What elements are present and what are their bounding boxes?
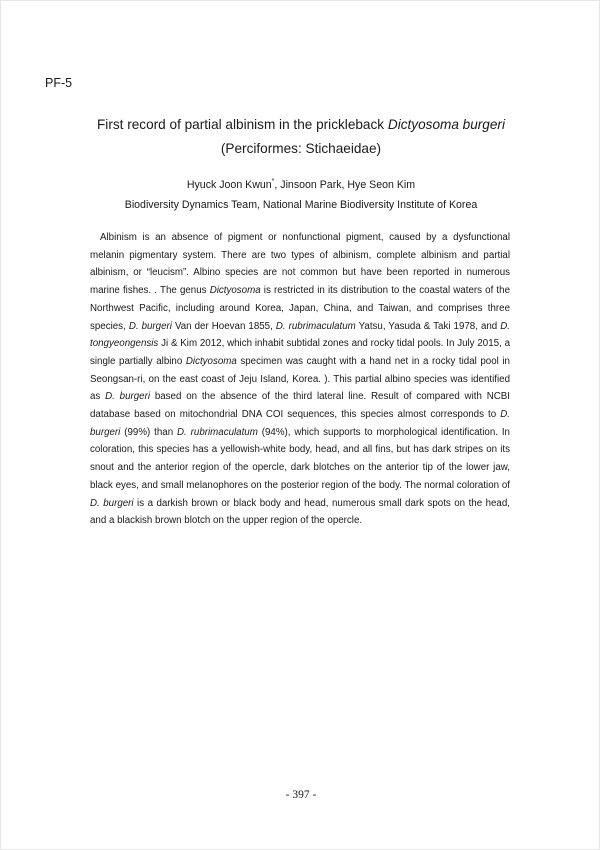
abstract-text: Van der Hoevan 1855, [171, 320, 276, 332]
species-name: D. burgeri [90, 409, 510, 438]
corresponding-mark: * [271, 178, 275, 185]
title-species: Dictyosoma burgeri [387, 117, 505, 132]
co-authors: , Jinsoon Park, Hye Seon Kim [274, 179, 416, 191]
species-name: D. burgeri [90, 497, 134, 509]
abstract-text: (99%) than [120, 426, 178, 438]
abstract-text: Albinism is an absence of pigment or nonfunctional pigment, caused by a dysfunctional melanin pigmentary system. There are two types of albinism, complete albinism and partial albinism, or “leucism”. Albino species are not common but have been reported in numerous marine fishes. . The genus [90, 232, 510, 297]
species-name: Dictyosoma [209, 285, 261, 297]
paper-title [61, 113, 541, 161]
session-code: PF-5 [45, 76, 73, 90]
page-number: - 397 - [285, 789, 317, 801]
abstract-paragraph [90, 229, 510, 530]
abstract-text: Yatsu, Yasuda & Taki 1978, and [355, 320, 501, 332]
species-name: Dictyosoma [185, 355, 237, 367]
abstract-text: (94%), which supports to morphological identification. In coloration, this species has a yellowish-white body, head, and all fins, but has dark stripes on its snout and the anterior region of the opercle, dark blotches on the anterior tip of the lower jaw, black eyes, and small melanophores on the posterior region of the body. The normal coloration of [90, 426, 510, 491]
species-name: D. burgeri [128, 320, 172, 332]
abstract-text: Ji & Kim 2012, which inhabit subtidal zones and rocky tidal pools. In July 2015, a single partially albino [90, 338, 510, 367]
title-text: First record of partial albinism in the prickleback [97, 117, 388, 132]
title-text-tail: (Perciformes: Stichaeidae) [220, 141, 382, 156]
author-list [61, 175, 541, 195]
abstract-text: is a darkish brown or black body and head, numerous small dark spots on the head, and a blackish brown blotch on the upper region of the opercle. [90, 497, 510, 527]
affiliation: Biodiversity Dynamics Team, National Marine Biodiversity Institute of Korea [124, 199, 478, 211]
species-name: D. burgeri [105, 391, 151, 403]
species-name: D. rubrimaculatum [177, 426, 258, 438]
species-name: D. tongyeongensis [90, 320, 510, 350]
abstract-text: based on the absence of the third lateral line. Result of compared with NCBI database based on mitochondrial DNA COI sequences, this species almost corresponds to [90, 391, 510, 421]
abstract-text: is restricted in its distribution to the coastal waters of the Northwest Pacific, including around Korea, Japan, China, and Taiwan, and comprises three species, [90, 285, 510, 332]
abstract-text: specimen was caught with a hand net in a rocky tidal pool in Seongsan-ri, on the east coast of Jeju Island, Korea. ). This partial albino species was identified as [90, 355, 510, 403]
author-block [61, 175, 541, 215]
species-name: D. rubrimaculatum [275, 320, 356, 332]
corresponding-author: Hyuck Joon Kwun [186, 179, 272, 191]
